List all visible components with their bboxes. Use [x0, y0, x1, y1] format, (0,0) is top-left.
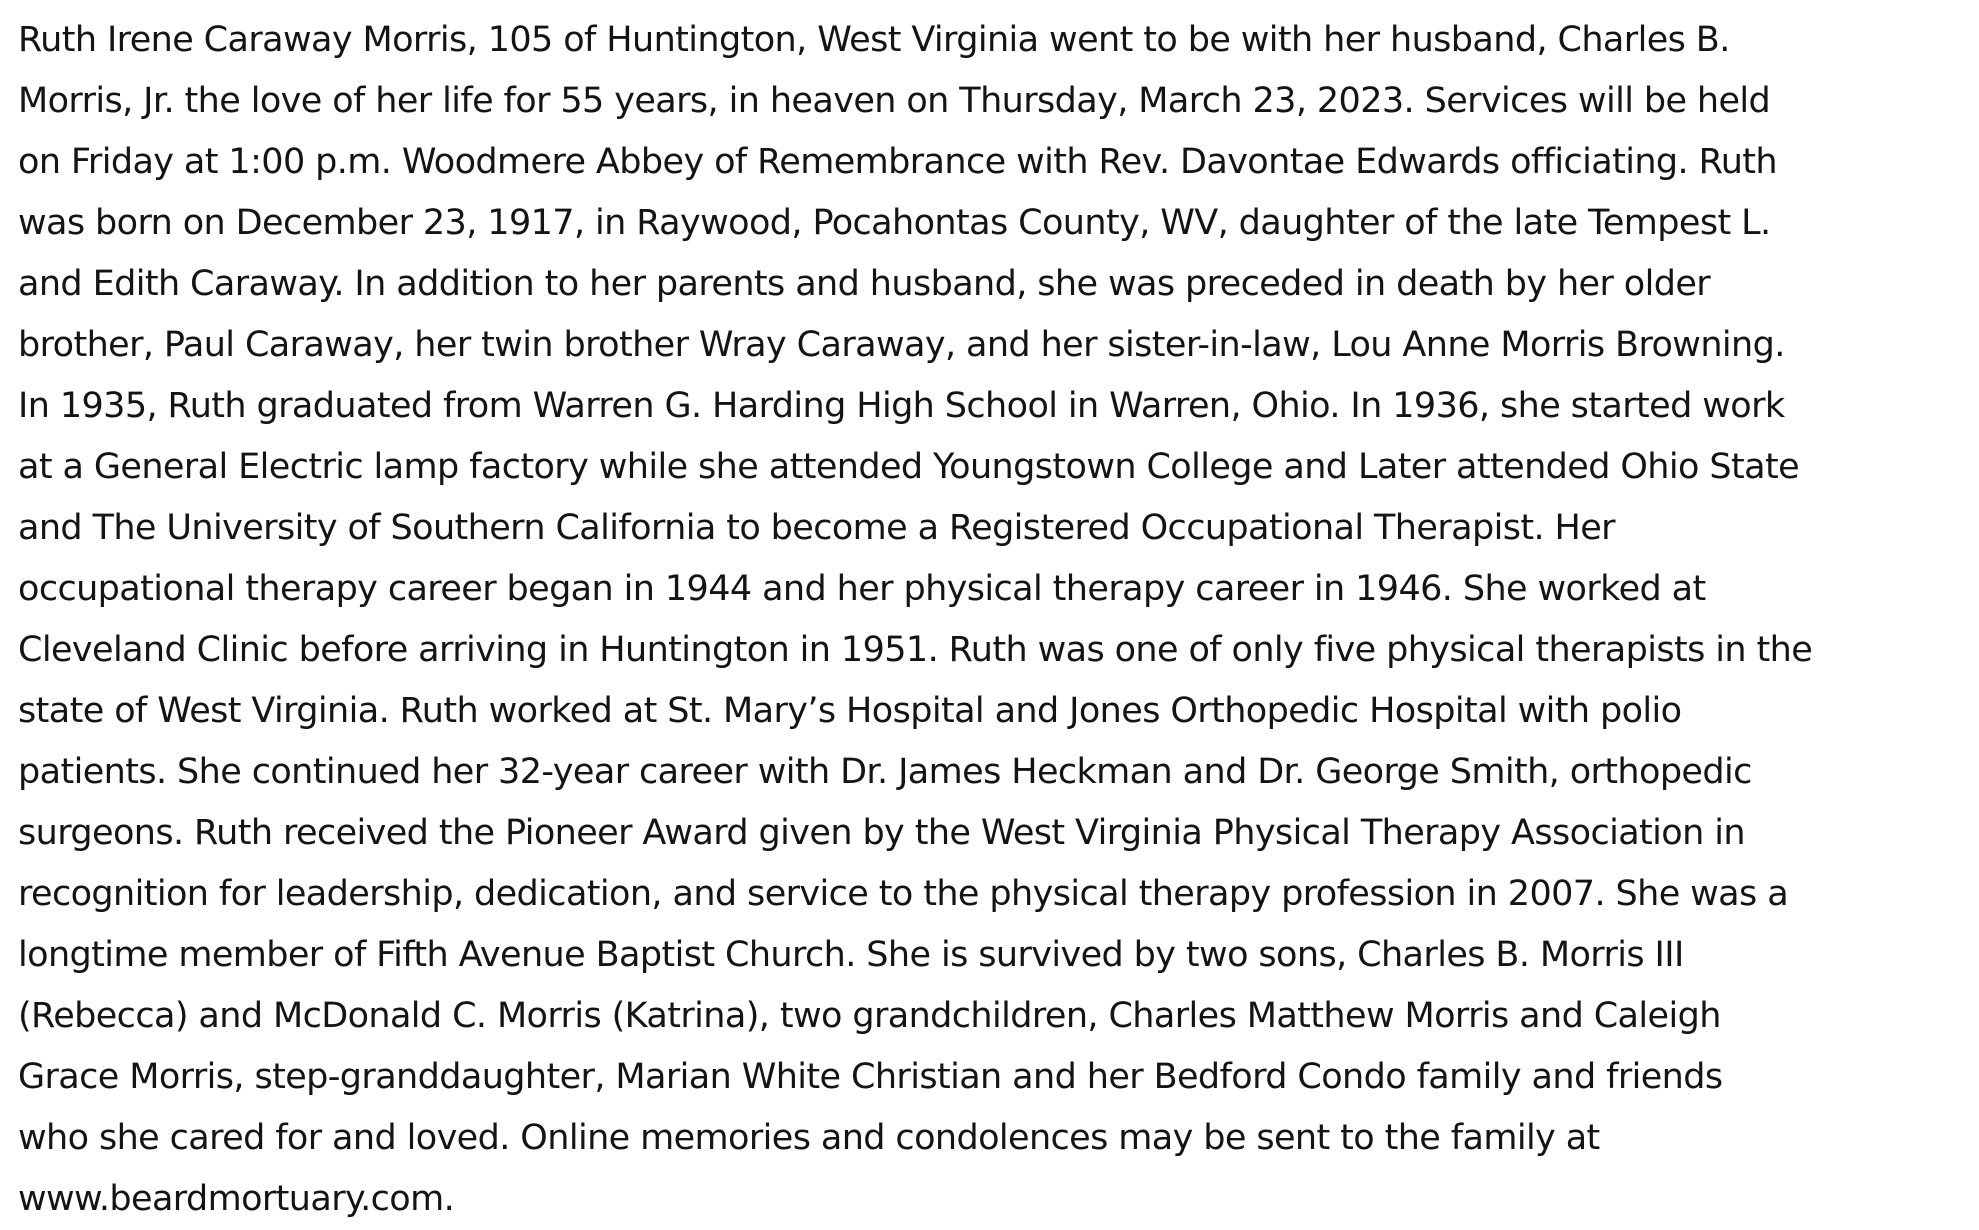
- text-line-18: Grace Morris, step-granddaughter, Marian White Christian and her Bedford Condo family and friends: [18, 1057, 1723, 1097]
- text-line-8: at a General Electric lamp factory while she attended Youngstown College and Later attended Ohio State: [18, 447, 1800, 487]
- text-line-17: (Rebecca) and McDonald C. Morris (Katrina), two grandchildren, Charles Matthew Morris and Caleigh: [18, 996, 1721, 1036]
- text-line-9: and The University of Southern California to become a Registered Occupational Therapist. Her: [18, 508, 1615, 548]
- text-line-3: on Friday at 1:00 p.m. Woodmere Abbey of Remembrance with Rev. Davontae Edwards officiating. Ruth: [18, 142, 1778, 182]
- text-line-15: recognition for leadership, dedication, and service to the physical therapy profession in 2007. She was a: [18, 874, 1789, 914]
- text-line-5: and Edith Caraway. In addition to her parents and husband, she was preceded in death by her older: [18, 264, 1711, 304]
- text-line-13: patients. She continued her 32-year career with Dr. James Heckman and Dr. George Smith, orthopedic: [18, 752, 1752, 792]
- text-line-7: In 1935, Ruth graduated from Warren G. Harding High School in Warren, Ohio. In 1936, she started work: [18, 386, 1785, 426]
- text-line-11: Cleveland Clinic before arriving in Huntington in 1951. Ruth was one of only five physical therapists in the: [18, 630, 1813, 670]
- text-line-2: Morris, Jr. the love of her life for 55 years, in heaven on Thursday, March 23, 2023. Services will be held: [18, 81, 1771, 121]
- text-line-14: surgeons. Ruth received the Pioneer Award given by the West Virginia Physical Therapy Association in: [18, 813, 1745, 853]
- text-line-6: brother, Paul Caraway, her twin brother Wray Caraway, and her sister-in-law, Lou Anne Morris Browning.: [18, 325, 1785, 365]
- text-line-1: Ruth Irene Caraway Morris, 105 of Huntington, West Virginia went to be with her husband, Charles B.: [18, 20, 1730, 60]
- text-line-10: occupational therapy career began in 1944 and her physical therapy career in 1946. She worked at: [18, 569, 1706, 609]
- text-line-16: longtime member of Fifth Avenue Baptist Church. She is survived by two sons, Charles B. Morris III: [18, 935, 1684, 975]
- obituary-text: [18, 10, 1968, 1230]
- website-link-text: www.beardmortuary.com.: [18, 1179, 455, 1219]
- text-line-4: was born on December 23, 1917, in Raywood, Pocahontas County, WV, daughter of the late Tempest L.: [18, 203, 1771, 243]
- text-line-12: state of West Virginia. Ruth worked at St. Mary’s Hospital and Jones Orthopedic Hospital with polio: [18, 691, 1682, 731]
- text-line-19: who she cared for and loved. Online memories and condolences may be sent to the family at: [18, 1118, 1600, 1158]
